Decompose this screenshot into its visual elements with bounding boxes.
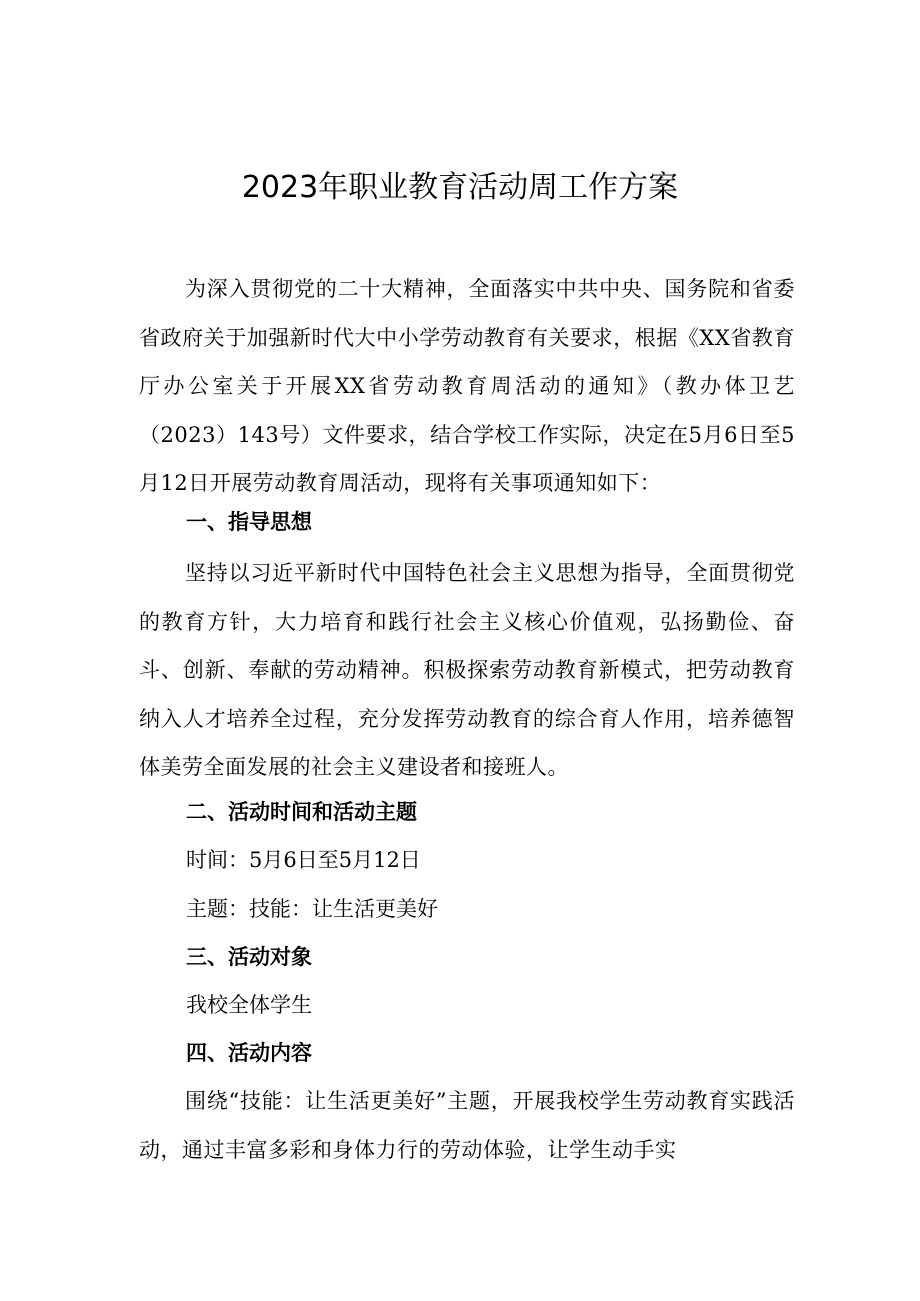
- guiding-ideology-paragraph: 坚持以习近平新时代中国特色社会主义思想为指导，全面贯彻党的教育方针，大力培育和践行社会主义核心价值观，弘扬勤俭、奋斗、创新、奉献的劳动精神。积极探索劳动教育新模式，把劳动教育纳入人才培养全过程，充分发挥劳动教育的综合育人作用，培养德智体美劳全面发展的社会主义建设者和接班人。: [139, 561, 795, 779]
- section-heading-participants: 三、活动对象: [186, 945, 312, 969]
- document-title: 2023年职业教育活动周工作方案: [241, 170, 679, 205]
- intro-paragraph: 为深入贯彻党的二十大精神，全面落实中共中央、国务院和省委省政府关于加强新时代大中小学劳动教育有关要求，根据《XX省教育厅办公室关于开展XX省劳动教育周活动的通知》（教办体卫艺（2023）143号）文件要求，结合学校工作实际，决定在5月6日至5月12日开展劳动教育周活动，现将有关事项通知如下：: [139, 277, 795, 495]
- section-heading-activity-content: 四、活动内容: [186, 1041, 312, 1065]
- participants-line: 我校全体学生: [186, 993, 312, 1017]
- section-heading-guiding-ideology: 一、指导思想: [186, 510, 312, 534]
- section-heading-time-theme: 二、活动时间和活动主题: [186, 800, 417, 824]
- activity-time-line: 时间：5月6日至5月12日: [186, 848, 421, 872]
- activity-content-paragraph: 围绕“技能：让生活更美好”主题，开展我校学生劳动教育实践活动，通过丰富多彩和身体力行的劳动体验，让学生动手实: [139, 1089, 795, 1162]
- activity-theme-line: 主题：技能：让生活更美好: [186, 897, 438, 921]
